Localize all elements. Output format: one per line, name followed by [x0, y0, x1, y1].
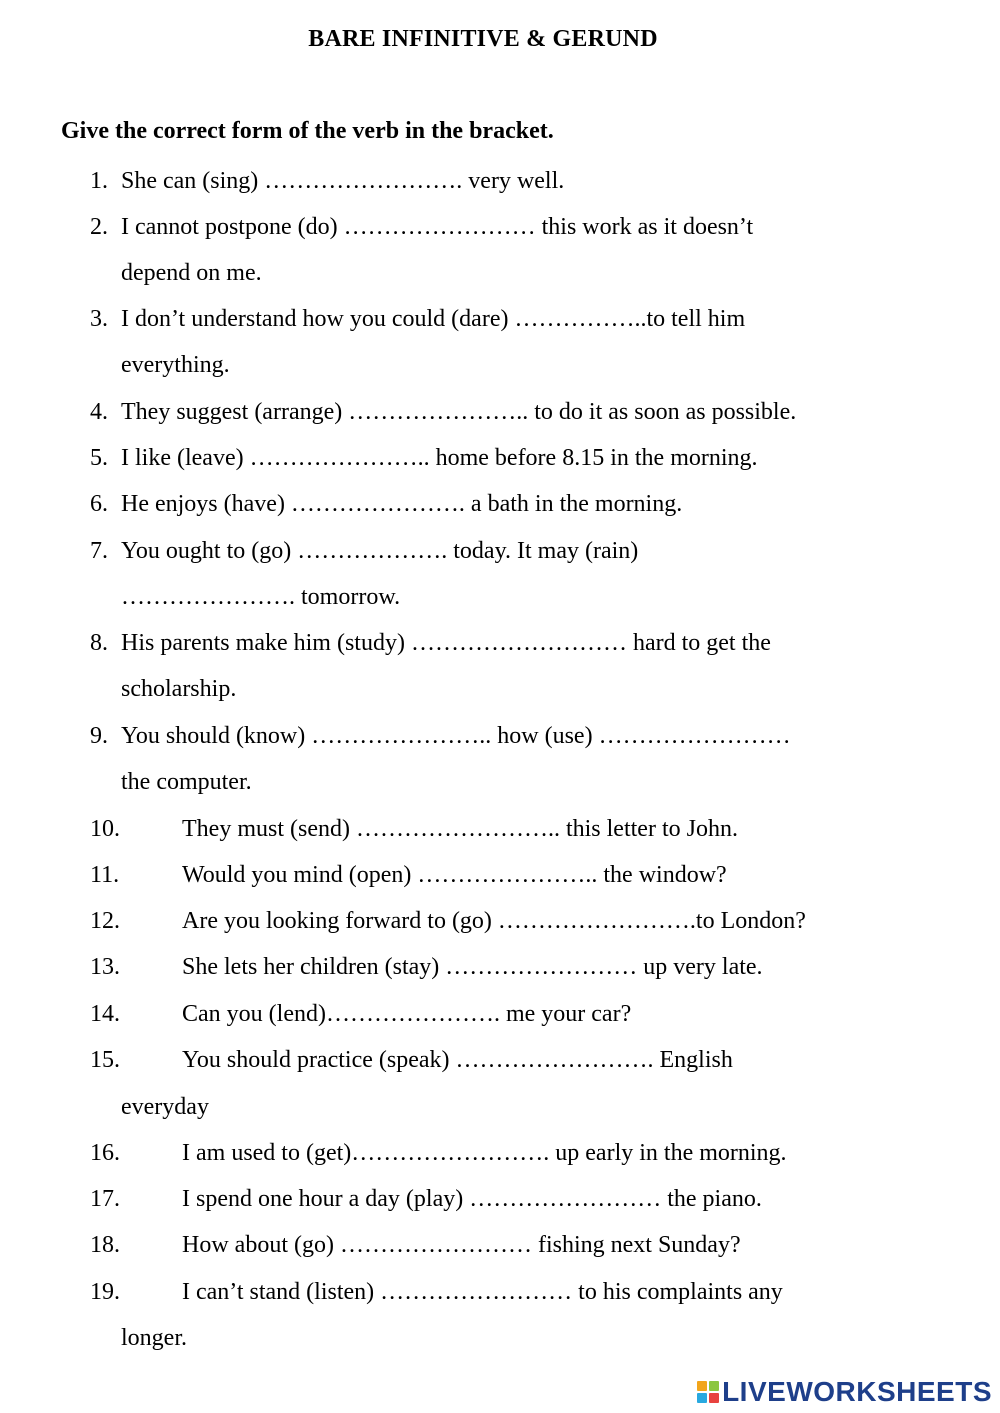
item-number: 17.: [90, 1186, 120, 1212]
instruction-text: Give the correct form of the verb in the bracket.: [61, 118, 554, 144]
logo-square-green: [709, 1381, 719, 1391]
logo-square-blue: [697, 1393, 707, 1403]
item-number: 1.: [90, 168, 108, 194]
exercise-item-continuation: …………………. tomorrow.: [121, 584, 401, 610]
exercise-item: I am used to (get)……………………. up early in the morning.: [182, 1140, 787, 1166]
exercise-item-continuation: the computer.: [121, 769, 252, 795]
exercise-item-continuation: everything.: [121, 352, 230, 378]
logo-square-red: [709, 1393, 719, 1403]
exercise-item: Are you looking forward to (go) …………………….to London?: [182, 908, 806, 934]
exercise-item: He enjoys (have) …………………. a bath in the morning.: [121, 491, 683, 517]
item-number: 19.: [90, 1279, 120, 1305]
item-number: 15.: [90, 1047, 120, 1073]
exercise-item: She lets her children (stay) …………………… up very late.: [182, 954, 763, 980]
exercise-item-continuation: depend on me.: [121, 260, 262, 286]
logo-text: LIVEWORKSHEETS: [722, 1376, 992, 1407]
item-number: 13.: [90, 954, 120, 980]
exercise-item: Would you mind (open) ………………….. the window?: [182, 862, 727, 888]
item-number: 14.: [90, 1001, 120, 1027]
exercise-item: You should practice (speak) ……………………. English: [182, 1047, 733, 1073]
exercise-item: She can (sing) ……………………. very well.: [121, 168, 565, 194]
item-number: 4.: [90, 399, 108, 425]
exercise-item: How about (go) …………………… fishing next Sunday?: [182, 1232, 741, 1258]
logo-square-orange: [697, 1381, 707, 1391]
exercise-item: I cannot postpone (do) …………………… this work as it doesn’t: [121, 214, 754, 240]
item-number: 3.: [90, 306, 108, 332]
worksheet-title: BARE INFINITIVE & GERUND: [308, 26, 658, 52]
exercise-item: I spend one hour a day (play) …………………… the piano.: [182, 1186, 762, 1212]
exercise-item: They suggest (arrange) ………………….. to do it as soon as possible.: [121, 399, 797, 425]
exercise-item: I like (leave) ………………….. home before 8.15 in the morning.: [121, 445, 758, 471]
item-number: 5.: [90, 445, 108, 471]
exercise-item-continuation: scholarship.: [121, 676, 237, 702]
exercise-item: I don’t understand how you could (dare) ……………..to tell him: [121, 306, 746, 332]
item-number: 9.: [90, 723, 108, 749]
exercise-item: Can you (lend)…………………. me your car?: [182, 1001, 632, 1027]
logo-grid-icon: [697, 1381, 719, 1403]
item-number: 11.: [90, 862, 120, 888]
exercise-item: They must (send) …………………….. this letter to John.: [182, 816, 738, 842]
item-number: 12.: [90, 908, 120, 934]
liveworksheets-logo[interactable]: [697, 1375, 992, 1409]
item-number: 7.: [90, 538, 108, 564]
exercise-item: You should (know) ………………….. how (use) ……………………: [121, 723, 791, 749]
exercise-item-continuation: everyday: [121, 1094, 209, 1120]
item-number: 10.: [90, 816, 120, 842]
exercise-item: I can’t stand (listen) …………………… to his complaints any: [182, 1279, 783, 1305]
exercise-item-continuation: longer.: [121, 1325, 187, 1351]
item-number: 16.: [90, 1140, 120, 1166]
item-number: 2.: [90, 214, 108, 240]
exercise-item: His parents make him (study) ……………………… hard to get the: [121, 630, 771, 656]
exercise-item: You ought to (go) ………………. today. It may (rain): [121, 538, 639, 564]
item-number: 18.: [90, 1232, 120, 1258]
item-number: 6.: [90, 491, 108, 517]
item-number: 8.: [90, 630, 108, 656]
